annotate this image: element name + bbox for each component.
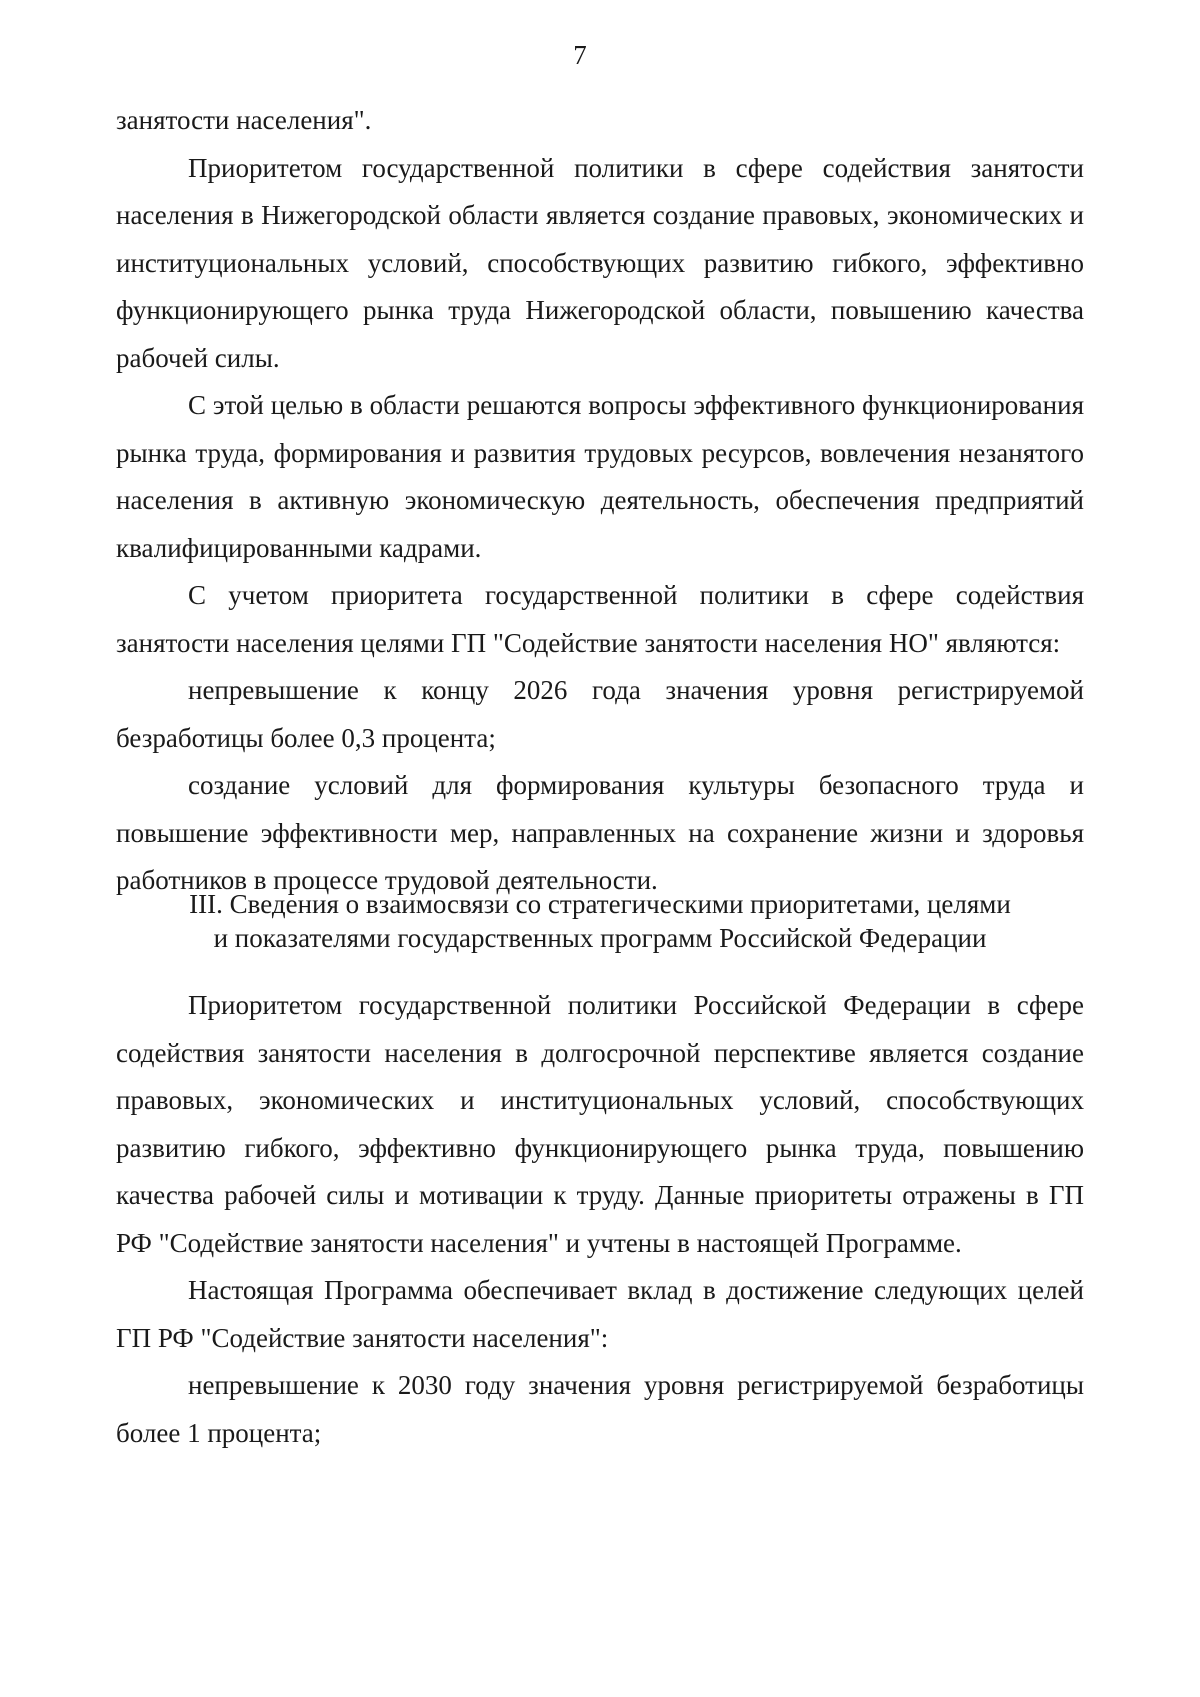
paragraph: С этой целью в области решаются вопросы эффективного функционирования рынка труда, формирования и развития трудовых ресурсов, вовлечения незанятого населения в активную экономическую деятельность, обеспечения предприятий квалифицированными кадрами. [116, 390, 1084, 563]
section-heading-line: и показателями государственных программ Российской Федерации [213, 923, 987, 953]
list-item: непревышение к концу 2026 года значения уровня регистрируемой безработицы более 0,3 процента; [116, 675, 1084, 753]
paragraph: Настоящая Программа обеспечивает вклад в достижение следующих целей ГП РФ "Содействие занятости населения": [116, 1275, 1084, 1353]
section-body-1 [116, 97, 1084, 905]
section-heading-line: III. Сведения о взаимосвязи со стратегическими приоритетами, целями [189, 889, 1011, 919]
section-body-2 [116, 982, 1084, 1457]
section-heading [116, 887, 1084, 955]
paragraph: Приоритетом государственной политики Российской Федерации в сфере содействия занятости населения в долгосрочной перспективе является создание правовых, экономических и институциональных условий, способствующих развитию гибкого, эффективно функционирующего рынка труда, повышению качества рабочей силы и мотивации к труду. Данные приоритеты отражены в ГП РФ "Содействие занятости населения" и учтены в настоящей Программе. [116, 990, 1084, 1258]
paragraph: Приоритетом государственной политики в сфере содействия занятости населения в Нижегородской области является создание правовых, экономических и институциональных условий, способствующих развитию гибкого, эффективно функционирующего рынка труда Нижегородской области, повышению качества рабочей силы. [116, 152, 1084, 373]
list-item: создание условий для формирования культуры безопасного труда и повышение эффективности мер, направленных на сохранение жизни и здоровья работников в процессе трудовой деятельности. [116, 770, 1084, 895]
list-item: непревышение к 2030 году значения уровня регистрируемой безработицы более 1 процента; [116, 1370, 1084, 1448]
page-number: 7 [573, 40, 587, 70]
paragraph: занятости населения". [116, 105, 372, 135]
paragraph: С учетом приоритета государственной политики в сфере содействия занятости населения целями ГП "Содействие занятости населения НО" являются: [116, 580, 1084, 658]
